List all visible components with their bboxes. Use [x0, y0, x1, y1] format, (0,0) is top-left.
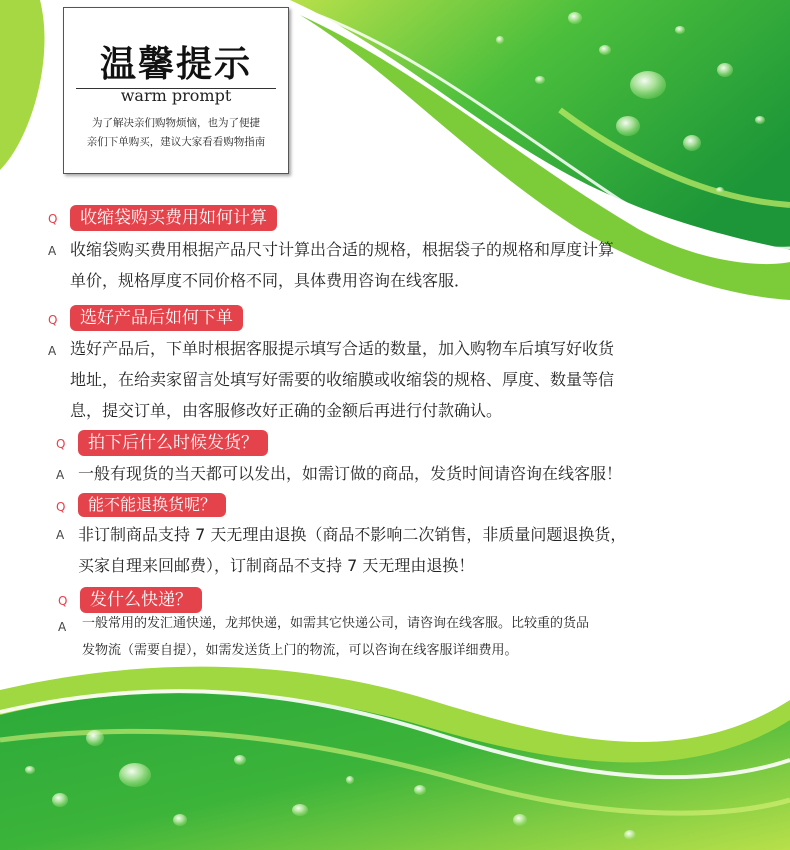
answer-line: 发物流（需要自提），如需发送货上门的物流，可以咨询在线客服详细费用。	[82, 643, 518, 658]
faq-question-5: 发什么快递？	[80, 587, 202, 613]
faq-answer-5	[82, 610, 589, 664]
answer-line: 单价，规格厚度不同价格不同，具体费用咨询在线客服．	[70, 271, 471, 290]
faq-answer-3	[78, 458, 622, 489]
question-marker-icon: Q	[58, 594, 68, 608]
answer-marker-icon: A	[48, 344, 57, 358]
faq-question-3: 拍下后什么时候发货？	[78, 430, 268, 456]
answer-marker-icon: A	[58, 620, 67, 634]
question-marker-icon: Q	[56, 500, 66, 514]
answer-line: 息，提交订单，由客服修改好正确的金额后再进行付款确认。	[70, 401, 503, 420]
question-marker-icon: Q	[56, 437, 66, 451]
answer-line: 一般有现货的当天都可以发出，如需订做的商品，发货时间请咨询在线客服！	[78, 464, 623, 483]
answer-line: 一般常用的发汇通快递，龙邦快递，如需其它快递公司，请咨询在线客服。比较重的货品	[82, 616, 590, 631]
answer-line: 地址，在给卖家留言处填写好需要的收缩膜或收缩袋的规格、厚度、数量等信	[70, 370, 615, 389]
faq-question-2: 选好产品后如何下单	[70, 305, 243, 331]
answer-marker-icon: A	[48, 244, 57, 258]
faq-question-1: 收缩袋购买费用如何计算	[70, 205, 277, 231]
faq-answer-1	[70, 234, 614, 296]
answer-line: 非订制商品支持 7 天无理由退换（商品不影响二次销售，非质量问题退换货，	[78, 525, 627, 544]
card-description	[64, 114, 288, 152]
answer-line: 选好产品后，下单时根据客服提示填写合适的数量，加入购物车后填写好收货	[70, 339, 615, 358]
card-desc-line: 为了解决亲们购物烦恼，也为了便捷	[92, 117, 260, 129]
answer-marker-icon: A	[56, 528, 65, 542]
question-marker-icon: Q	[48, 212, 58, 226]
answer-marker-icon: A	[56, 468, 65, 482]
question-marker-icon: Q	[48, 313, 58, 327]
card-desc-line: 亲们下单购买，建议大家看看购物指南	[86, 136, 266, 148]
faq-answer-4	[78, 519, 626, 581]
faq-answer-2	[70, 333, 614, 426]
card-subtitle: warm prompt	[120, 86, 232, 105]
warm-prompt-card	[63, 7, 289, 174]
answer-line: 买家自理来回邮费），订制商品不支持 7 天无理由退换！	[78, 556, 475, 575]
card-title: 温馨提示	[99, 44, 252, 85]
faq-question-4: 能不能退换货呢？	[78, 493, 226, 517]
answer-line: 收缩袋购买费用根据产品尺寸计算出合适的规格，根据袋子的规格和厚度计算	[70, 240, 615, 259]
